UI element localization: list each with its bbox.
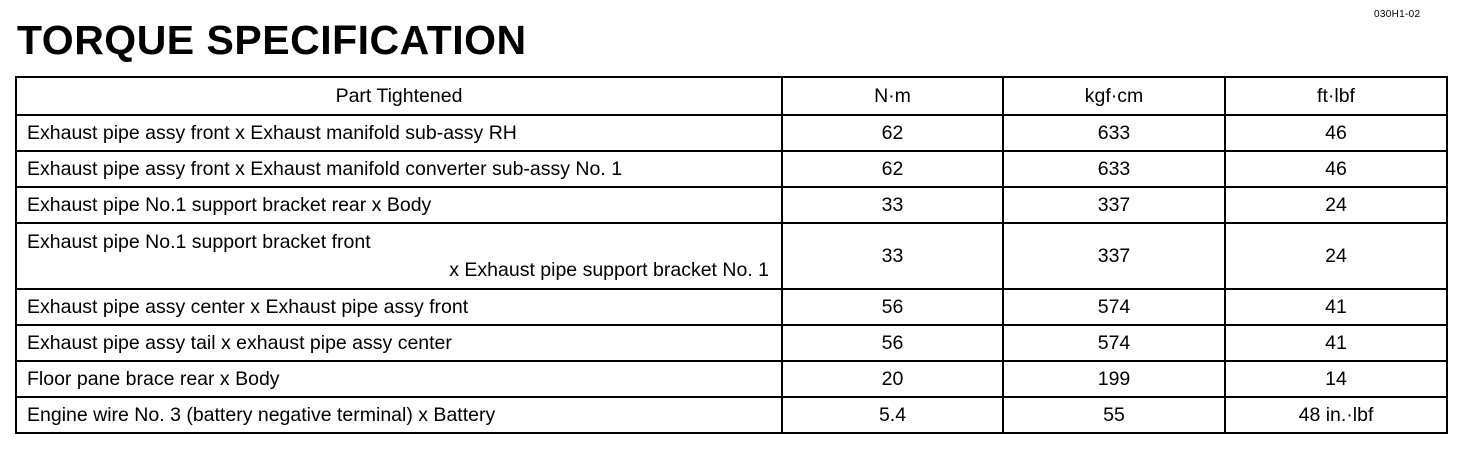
kgfcm-cell: 633 (1003, 115, 1225, 151)
kgfcm-cell: 633 (1003, 151, 1225, 187)
part-cell (16, 325, 782, 361)
ftlbf-cell: 46 (1225, 151, 1447, 187)
part-cell (16, 361, 782, 397)
column-header-ftlbf: ft·lbf (1225, 77, 1447, 115)
table-row (16, 115, 1447, 151)
page-title: TORQUE SPECIFICATION (17, 17, 527, 63)
ftlbf-cell: 48 in.·lbf (1225, 397, 1447, 433)
part-text: Engine wire No. 3 (battery negative terminal) x Battery (27, 404, 496, 426)
kgfcm-cell: 337 (1003, 223, 1225, 289)
table-row (16, 187, 1447, 223)
kgfcm-cell: 574 (1003, 325, 1225, 361)
nm-cell: 20 (782, 361, 1003, 397)
part-cell (16, 289, 782, 325)
part-text-continued: x Exhaust pipe support bracket No. 1 (449, 259, 769, 281)
part-text: Exhaust pipe No.1 support bracket rear x Body (27, 194, 432, 216)
table-row (16, 223, 1447, 289)
nm-cell: 62 (782, 151, 1003, 187)
part-text: Exhaust pipe assy front x Exhaust manifold converter sub-assy No. 1 (27, 158, 623, 180)
table-row (16, 289, 1447, 325)
table-row (16, 361, 1447, 397)
nm-cell: 5.4 (782, 397, 1003, 433)
ftlbf-cell: 24 (1225, 187, 1447, 223)
nm-cell: 56 (782, 289, 1003, 325)
part-text: Floor pane brace rear x Body (27, 368, 280, 390)
table-row (16, 397, 1447, 433)
nm-cell: 62 (782, 115, 1003, 151)
part-text: Exhaust pipe assy center x Exhaust pipe assy front (27, 296, 469, 318)
kgfcm-cell: 337 (1003, 187, 1225, 223)
ftlbf-cell: 24 (1225, 223, 1447, 289)
part-cell (16, 397, 782, 433)
torque-spec-table (15, 76, 1448, 434)
document-code: 030H1-02 (1374, 9, 1421, 20)
column-header-nm: N·m (782, 77, 1003, 115)
nm-cell: 56 (782, 325, 1003, 361)
table-row (16, 151, 1447, 187)
ftlbf-cell: 14 (1225, 361, 1447, 397)
part-cell (16, 151, 782, 187)
kgfcm-cell: 574 (1003, 289, 1225, 325)
part-text: Exhaust pipe No.1 support bracket front (27, 231, 371, 253)
column-header-kgfcm: kgf·cm (1003, 77, 1225, 115)
part-cell (16, 115, 782, 151)
kgfcm-cell: 199 (1003, 361, 1225, 397)
table-header-row (16, 77, 1447, 115)
part-text: Exhaust pipe assy front x Exhaust manifold sub-assy RH (27, 122, 517, 144)
nm-cell: 33 (782, 223, 1003, 289)
part-cell (16, 223, 782, 289)
column-header-part: Part Tightened (16, 77, 782, 115)
table-row (16, 325, 1447, 361)
part-cell (16, 187, 782, 223)
ftlbf-cell: 41 (1225, 289, 1447, 325)
ftlbf-cell: 46 (1225, 115, 1447, 151)
kgfcm-cell: 55 (1003, 397, 1225, 433)
nm-cell: 33 (782, 187, 1003, 223)
part-text: Exhaust pipe assy tail x exhaust pipe assy center (27, 332, 452, 354)
ftlbf-cell: 41 (1225, 325, 1447, 361)
